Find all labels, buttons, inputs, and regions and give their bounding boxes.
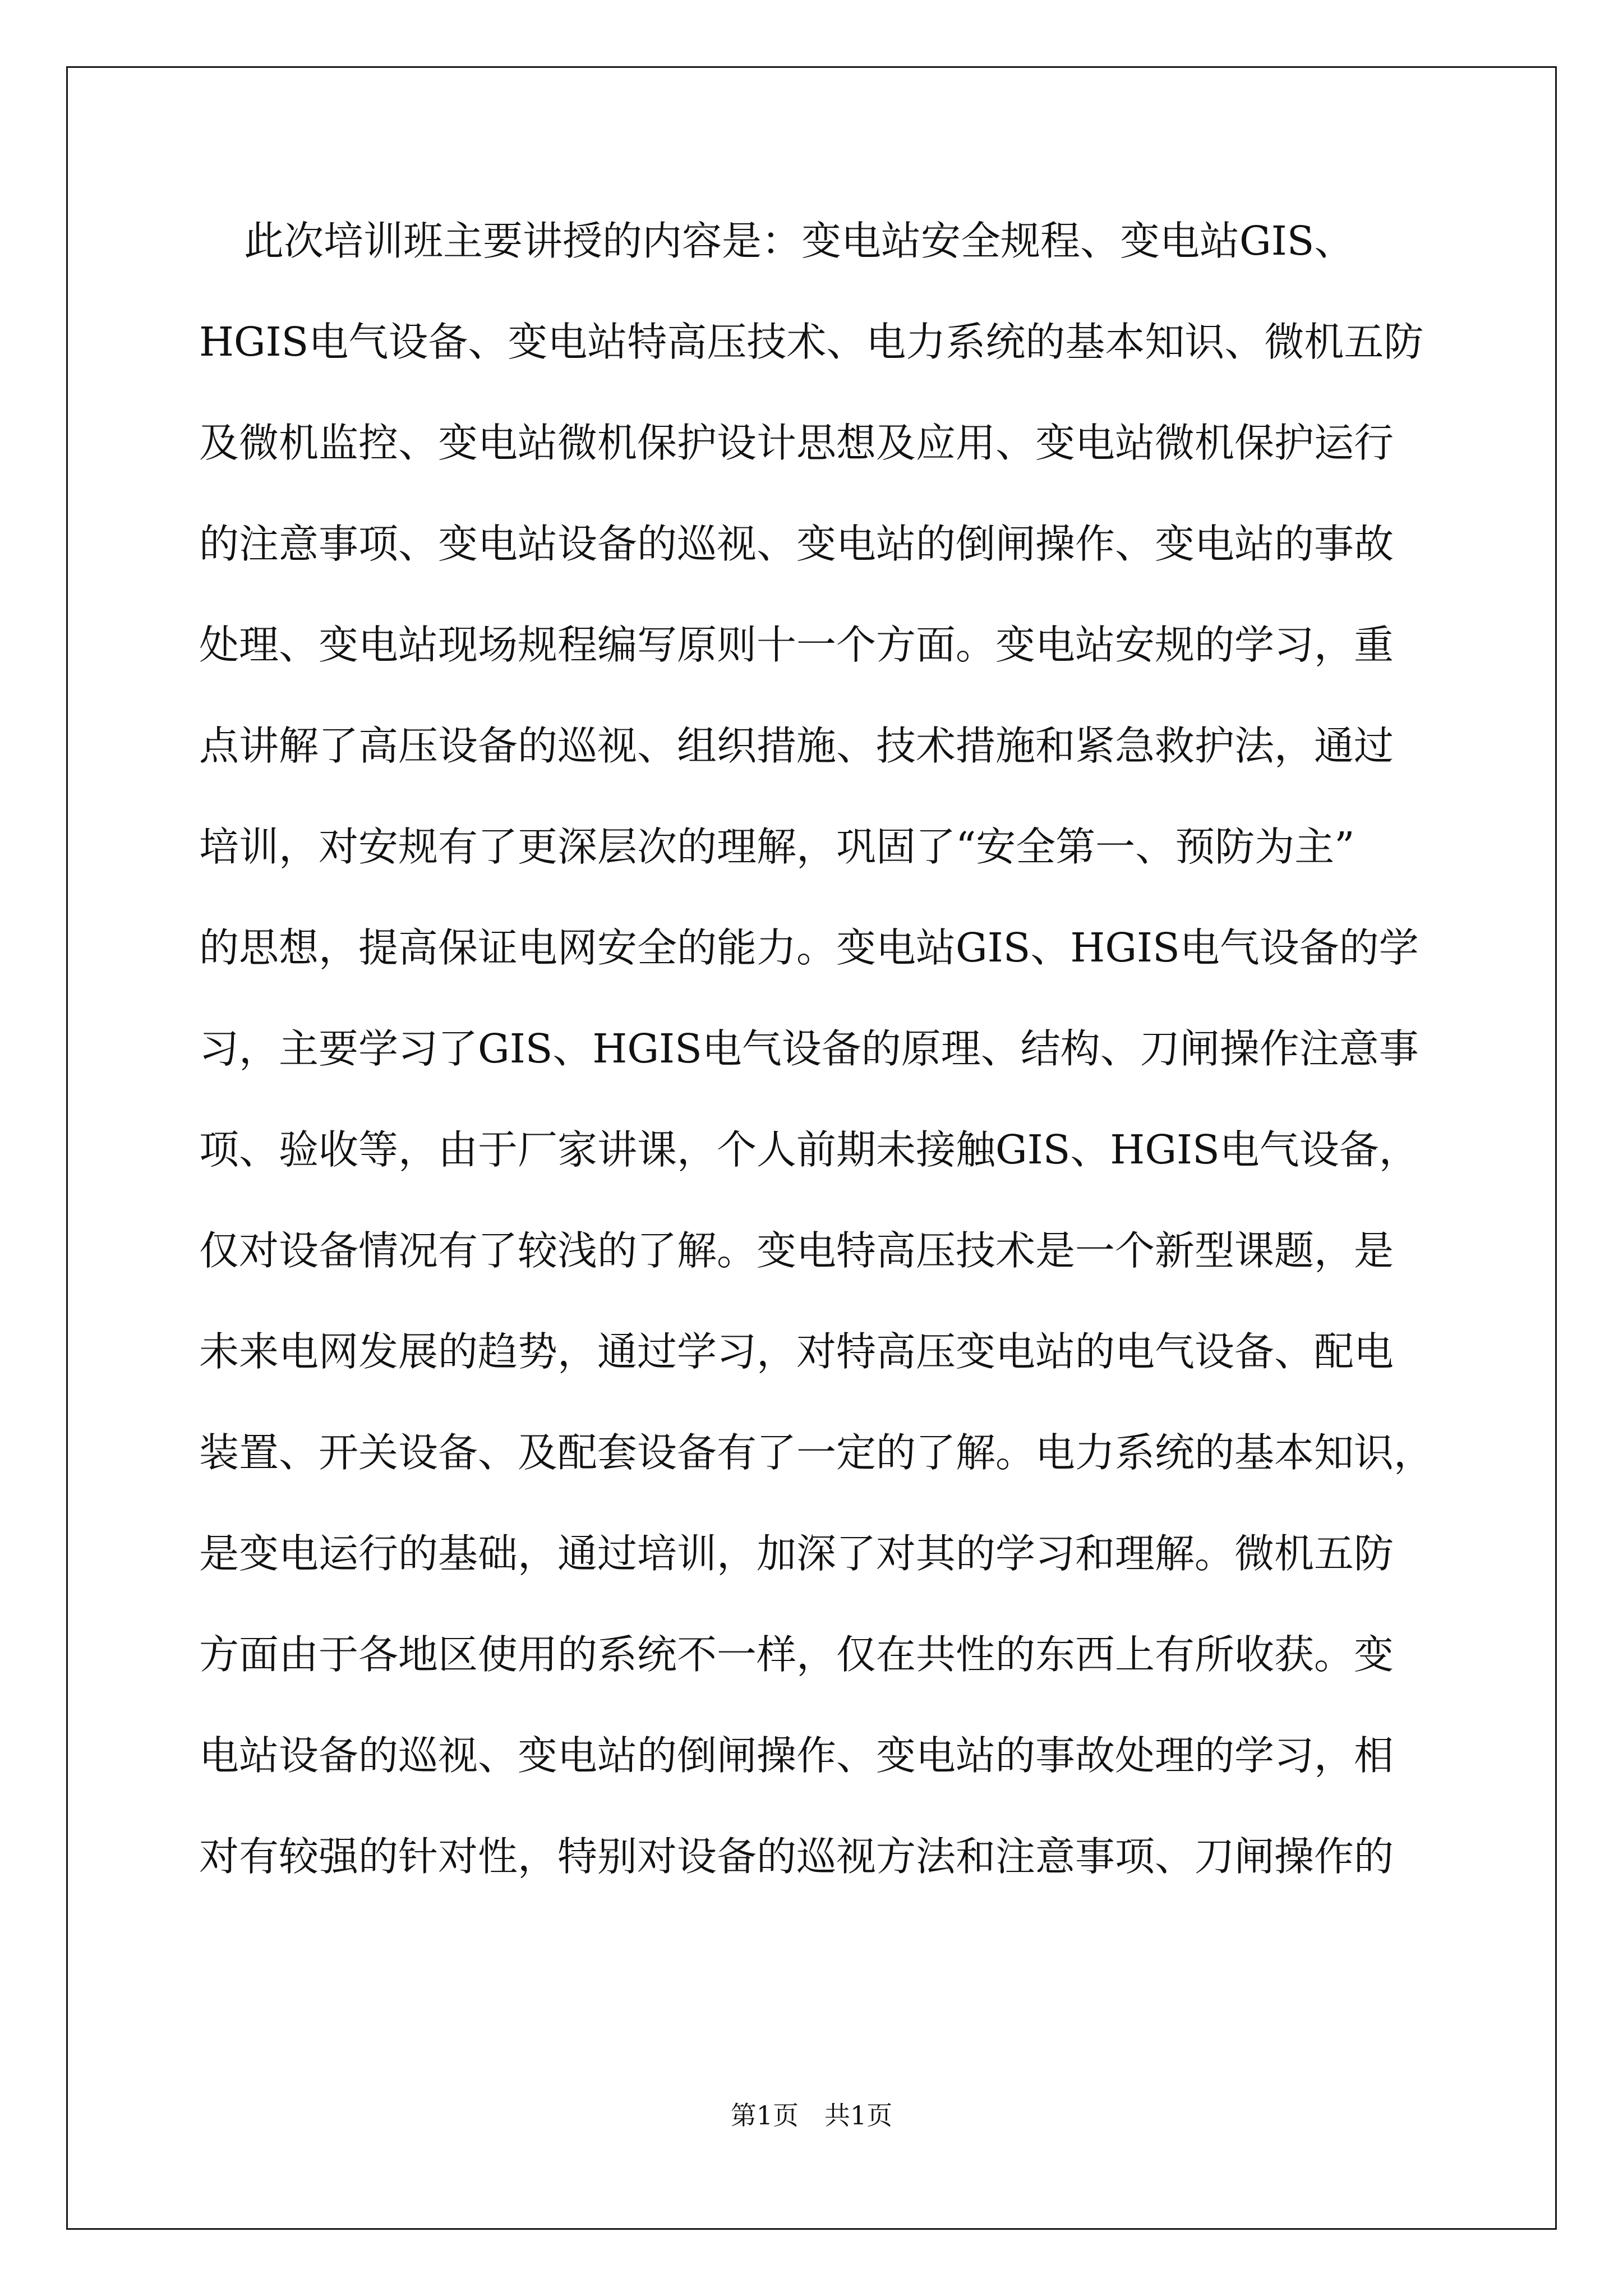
paragraph-line-1: 此次培训班主要讲授的内容是：变电站安全规程、变电站GIS、 <box>244 218 1354 264</box>
paragraph-line-10: 项、验收等，由于厂家讲课，个人前期未接触GIS、HGIS电气设备， <box>199 1126 1419 1173</box>
paragraph-line-12: 未来电网发展的趋势，通过学习，对特高压变电站的电气设备、配电 <box>199 1328 1394 1375</box>
paragraph-line-11: 仅对设备情况有了较浅的了解。变电特高压技术是一个新型课题，是 <box>199 1227 1394 1274</box>
page-footer: 第1页 共1页 <box>730 2100 893 2131</box>
paragraph-line-13: 装置、开关设备、及配套设备有了一定的了解。电力系统的基本知识， <box>199 1429 1434 1476</box>
paragraph-line-14: 是变电运行的基础，通过培训，加深了对其的学习和理解。微机五防 <box>199 1530 1394 1577</box>
paragraph-line-5: 处理、变电站现场规程编写原则十一个方面。变电站安规的学习，重 <box>199 622 1394 668</box>
paragraph-line-15: 方面由于各地区使用的系统不一样，仅在共性的东西上有所收获。变 <box>199 1631 1394 1678</box>
paragraph-line-2: HGIS电气设备、变电站特高压技术、电力系统的基本知识、微机五防 <box>199 319 1424 365</box>
paragraph-line-4: 的注意事项、变电站设备的巡视、变电站的倒闸操作、变电站的事故 <box>199 521 1394 567</box>
paragraph-line-8: 的思想，提高保证电网安全的能力。变电站GIS、HGIS电气设备的学 <box>199 924 1419 971</box>
paragraph-line-3: 及微机监控、变电站微机保护设计思想及应用、变电站微机保护运行 <box>199 420 1394 466</box>
paragraph-line-7: 培训，对安规有了更深层次的理解，巩固了“安全第一、预防为主” <box>199 823 1355 870</box>
paragraph-line-16: 电站设备的巡视、变电站的倒闸操作、变电站的事故处理的学习，相 <box>199 1732 1394 1779</box>
paragraph-line-9: 习，主要学习了GIS、HGIS电气设备的原理、结构、刀闸操作注意事 <box>199 1025 1419 1072</box>
paragraph-line-17: 对有较强的针对性，特别对设备的巡视方法和注意事项、刀闸操作的 <box>199 1833 1394 1880</box>
paragraph-line-6: 点讲解了高压设备的巡视、组织措施、技术措施和紧急救护法，通过 <box>199 723 1394 769</box>
